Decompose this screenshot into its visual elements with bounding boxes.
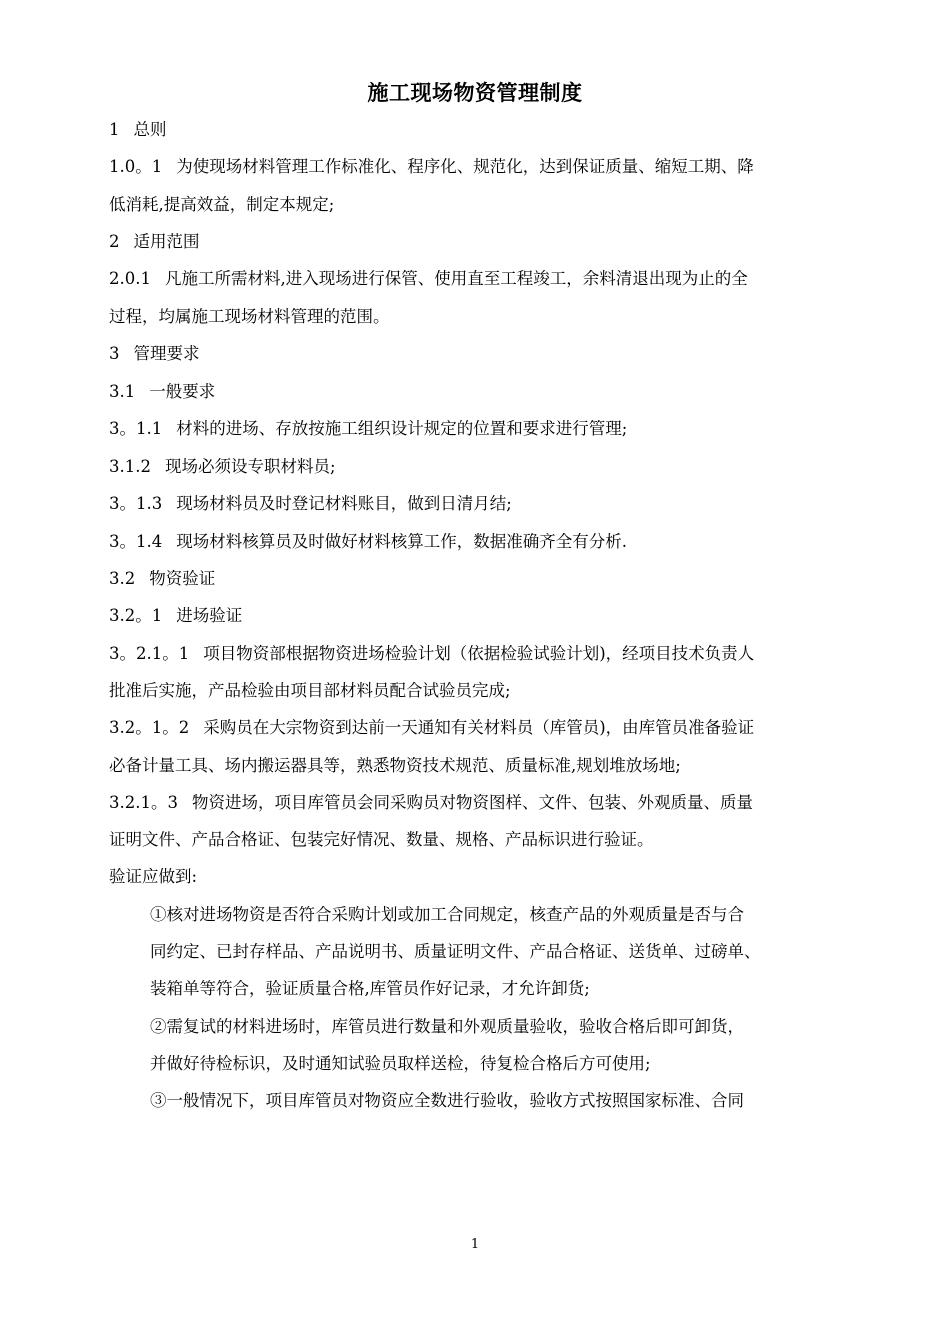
subsection-heading [109, 569, 215, 589]
clause-line [109, 157, 754, 177]
section-title: 适用范围 [133, 232, 200, 251]
clause-text: 凡施工所需材料,进入现场进行保管、使用直至工程竣工，余料清退出现为止的全 [164, 269, 748, 288]
clause-text: 低消耗,提高效益，制定本规定; [109, 195, 335, 214]
clause-number: 3.2。1。2 [109, 718, 190, 737]
clause-text: 必备计量工具、场内搬运器具等，熟悉物资技术规范、质量标准,规划堆放场地; [109, 756, 681, 775]
list-item-text: ③一般情况下，项目库管员对物资应全数进行验收，验收方式按照国家标准、合同 [150, 1091, 744, 1110]
list-item-text: ②需复试的材料进场时，库管员进行数量和外观质量验收，验收合格后即可卸货， [150, 1017, 744, 1036]
list-item [150, 1091, 744, 1111]
list-item [150, 1017, 744, 1037]
clause-text: 物资进场，项目库管员会同采购员对物资图样、文件、包装、外观质量、质量 [191, 793, 753, 812]
section-number: 2 [109, 232, 120, 251]
continuation-line [109, 756, 681, 776]
page-number: 1 [470, 1237, 480, 1252]
section-title: 总则 [133, 120, 167, 139]
clause-line [109, 644, 754, 664]
subsection-number: 3.1 [109, 382, 136, 401]
clause-text: 证明文件、产品合格证、包装完好情况、数量、规格、产品标识进行验证。 [109, 830, 654, 849]
clause-line [109, 532, 627, 552]
subsection-heading [109, 606, 242, 626]
subsection-title: 进场验证 [176, 606, 243, 625]
list-item [150, 905, 744, 925]
clause-number: 3。1.1 [109, 419, 163, 438]
document-title: 施工现场物资管理制度 [367, 81, 583, 105]
subsection-heading [109, 382, 215, 402]
section-heading [109, 232, 200, 252]
continuation-line [109, 830, 654, 850]
continuation-line [109, 195, 334, 215]
clause-text: 项目物资部根据物资进场检验计划（依据检验试验计划)，经项目技术负责人 [203, 644, 755, 663]
section-heading [109, 344, 200, 364]
clause-line [109, 269, 748, 289]
list-item-text: 装箱单等符合，验证质量合格,库管员作好记录，才允许卸货; [150, 979, 590, 998]
section-number: 1 [109, 120, 120, 139]
clause-text: 验证应做到: [109, 867, 198, 886]
list-item-continuation [150, 979, 590, 999]
clause-number: 3。1.3 [109, 494, 163, 513]
list-item-text: 同约定、已封存样品、产品说明书、质量证明文件、产品合格证、送货单、过磅单、 [150, 942, 761, 961]
continuation-line [109, 681, 511, 701]
clause-text: 采购员在大宗物资到达前一天通知有关材料员（库管员)，由库管员准备验证 [203, 718, 755, 737]
clause-number: 3.1.2 [109, 457, 151, 476]
clause-number: 3。1.4 [109, 532, 163, 551]
clause-text: 材料的进场、存放按施工组织设计规定的位置和要求进行管理; [176, 419, 628, 438]
clause-number: 3。2.1。1 [109, 644, 190, 663]
clause-number: 1.0。1 [109, 157, 163, 176]
section-heading [109, 120, 167, 140]
subsection-number: 3.2 [109, 569, 136, 588]
clause-text: 现场材料核算员及时做好材料核算工作，数据准确齐全有分析. [176, 532, 627, 551]
section-title: 管理要求 [133, 344, 200, 363]
clause-text: 现场材料员及时登记材料账目，做到日清月结; [176, 494, 512, 513]
list-item-continuation [150, 1054, 651, 1074]
clause-line [109, 494, 512, 514]
clause-text: 过程，均属施工现场材料管理的范围。 [109, 307, 390, 326]
verification-heading [109, 867, 197, 887]
clause-line [109, 419, 627, 439]
clause-line [109, 793, 753, 813]
continuation-line [109, 307, 390, 327]
section-number: 3 [109, 344, 120, 363]
subsection-number: 3.2。1 [109, 606, 163, 625]
list-item-continuation [150, 942, 761, 962]
clause-line [109, 457, 336, 477]
subsection-title: 一般要求 [149, 382, 216, 401]
clause-number: 3.2.1。3 [109, 793, 178, 812]
clause-text: 批准后实施，产品检验由项目部材料员配合试验员完成; [109, 681, 511, 700]
subsection-title: 物资验证 [149, 569, 216, 588]
clause-text: 现场必须设专职材料员; [164, 457, 336, 476]
list-item-text: 并做好待检标识，及时通知试验员取样送检，待复检合格后方可使用; [150, 1054, 651, 1073]
list-item-text: ①核对进场物资是否符合采购计划或加工合同规定，核查产品的外观质量是否与合 [150, 905, 744, 924]
clause-line [109, 718, 754, 738]
clause-number: 2.0.1 [109, 269, 151, 288]
clause-text: 为使现场材料管理工作标准化、程序化、规范化，达到保证质量、缩短工期、降 [176, 157, 754, 176]
